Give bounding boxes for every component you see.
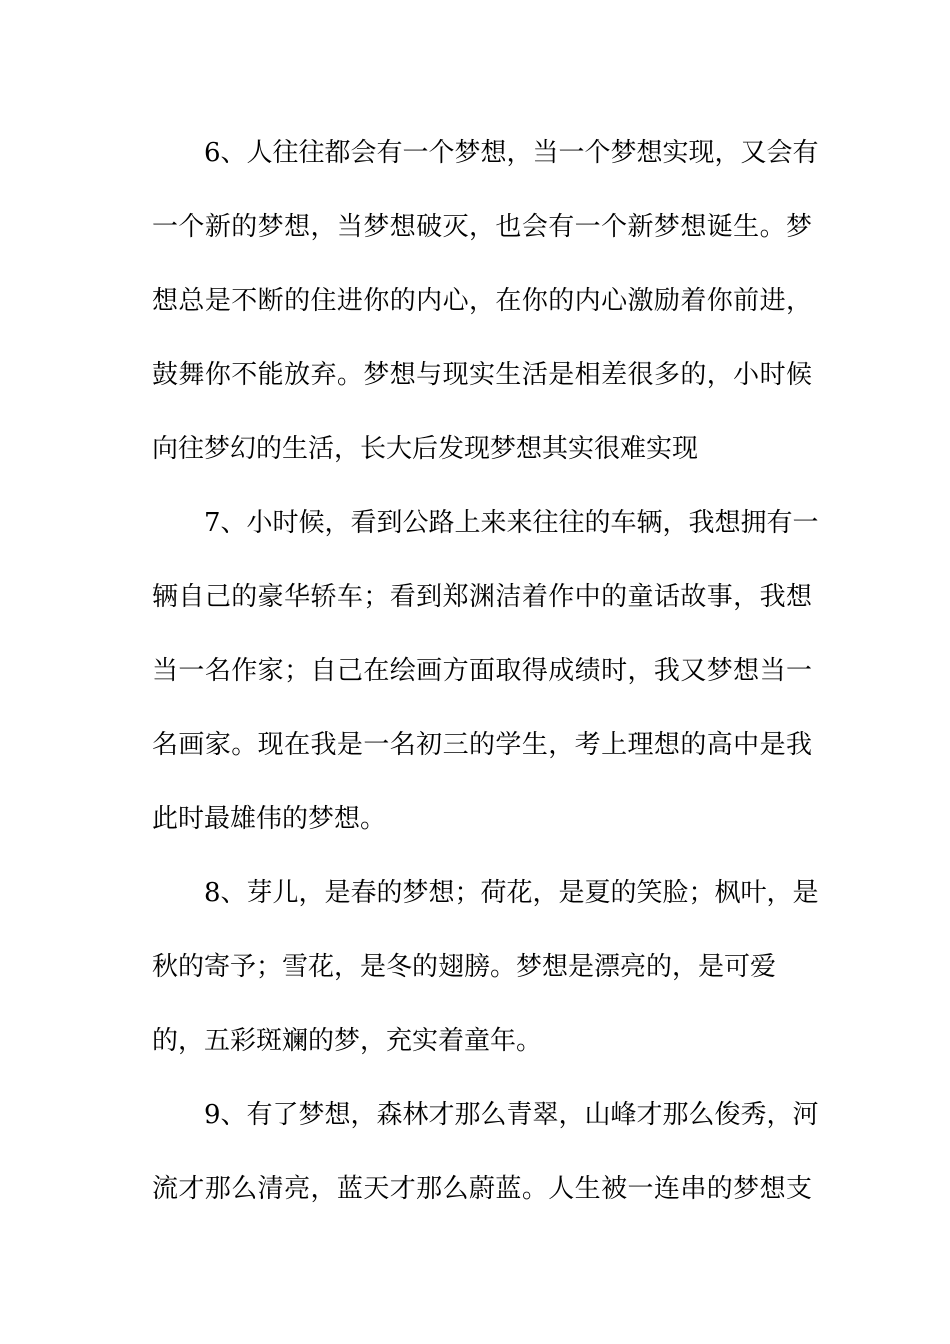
text-line: 此时最雄伟的梦想。 — [152, 804, 387, 834]
text-line: 7、小时候，看到公路上来来往往的车辆，我想拥有一 — [204, 508, 819, 538]
text-line: 秋的寄予；雪花，是冬的翅膀。梦想是漂亮的，是可爱 — [152, 952, 777, 982]
text-line: 辆自己的豪华轿车；看到郑渊洁着作中的童话故事，我想 — [152, 582, 812, 612]
text-line: 想总是不断的住进你的内心，在你的内心激励着你前进， — [152, 286, 812, 316]
text-line: 6、人往往都会有一个梦想，当一个梦想实现，又会有 — [204, 138, 819, 168]
text-line: 一个新的梦想，当梦想破灭，也会有一个新梦想诞生。梦 — [152, 212, 812, 242]
text-line: 鼓舞你不能放弃。梦想与现实生活是相差很多的，小时候 — [152, 360, 812, 390]
text-line: 流才那么清亮，蓝天才那么蔚蓝。人生被一连串的梦想支 — [152, 1174, 812, 1204]
text-line: 9、有了梦想，森林才那么青翠，山峰才那么俊秀，河 — [204, 1100, 819, 1130]
text-line: 的，五彩斑斓的梦，充实着童年。 — [152, 1026, 543, 1056]
text-line: 名画家。现在我是一名初三的学生，考上理想的高中是我 — [152, 730, 812, 760]
text-line: 当一名作家；自己在绘画方面取得成绩时，我又梦想当一 — [152, 656, 812, 686]
document-body — [152, 116, 819, 1226]
text-line: 向往梦幻的生活，长大后发现梦想其实很难实现 — [152, 434, 699, 464]
text-line: 8、芽儿，是春的梦想；荷花，是夏的笑脸；枫叶，是 — [204, 878, 819, 908]
